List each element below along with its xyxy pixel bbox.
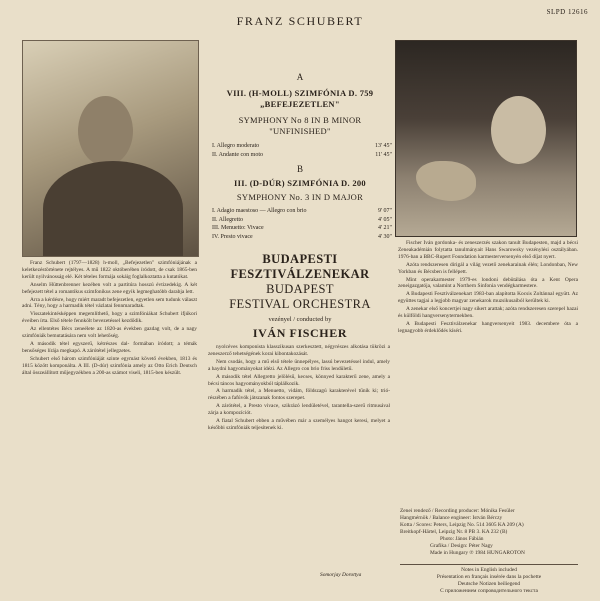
track-row: I. Adagio maestoso — Allegro con brio 9' 07" (212, 208, 392, 214)
track-row: III. Menuetto: Vivace 4' 21" (212, 225, 392, 232)
credit-line: Photo: János Fábián (440, 536, 484, 542)
conductor-name: IVÁN FISCHER (252, 326, 348, 340)
paragraph: Anselm Hüttenbrenner kezében volt a partitúra hosszú évtizedekig. A két befejezett tétel a romantikus szimfonikus zene egyik legmeghatóbb darabja lett. (22, 281, 197, 295)
paragraph: A második tétel egyszerű, kétrészes dal- formában íródott; a témák bensőséges lírája megkapó. A zárótétel jellegzetes. (22, 340, 197, 354)
credit-line: Breitkopf-Härtel, Leipzig Nr. 8 PB 3. KA 232 (B) (400, 529, 508, 535)
paragraph: A második tétel Allegretto jelölésű, kecses, könnyed karakterű zene, amely a bécsi táncos hagyományokból táplálkozik. (208, 373, 390, 387)
side-a-work-hu-1: VIII. (H-MOLL) SZIMFÓNIA D. 759 (226, 88, 374, 98)
track-row: I. Allegro moderato 13' 45" (212, 143, 392, 149)
middle-text-column (208, 344, 390, 566)
side-a-label: A (296, 72, 304, 82)
conducted-by-label: vezényel / conducted by (268, 316, 332, 323)
paragraph: A zárótétel, a Presto vivace, szikrázó lendületével, tarantella-szerű ritmusával zárja a kompozíciót. (208, 403, 390, 417)
side-b-tracklist (212, 207, 392, 241)
paragraph: Az ellentétes Bécs zeneélete az 1820-as években gazdag volt, de a nagy szimfóniák bemutatására nem volt lehetőség. (22, 326, 197, 340)
credit-line: Kotta / Scores: Peters, Leipzig No. 514 3605 KA 209 (A) (400, 522, 524, 528)
credit-line: Hangmérnök / Balance engineer: István Bérczy (400, 515, 503, 521)
paragraph: Schubert első három szimfóniáját szinte egymást követő években, 1813 és 1815 között komponálta. A III. (D-dúr) szimfónia amely az Otto Erich Deutsch által összeállított műjegyzékben a 200-as számot viseli, 1815-ben készült. (22, 355, 197, 376)
credit-line: Zenei rendező / Recording producer: Mónika Fesüler (400, 508, 515, 514)
side-b-label: B (296, 164, 303, 174)
paragraph: Azóta rendszeresen dirigál a világ vezető zenekarainak élén; Londonban, New Yorkban és Bécsben is fellépett. (398, 261, 578, 275)
paragraph: nyolcéves komponista klasszikusan szerkesztett, négyrészes alkotása tükrözi a zeneszerző tehetségének korai kibontakozását. (208, 344, 390, 357)
side-b-work-hu: III. (D-DÚR) SZIMFÓNIA D. 200 (234, 178, 366, 188)
track-row: II. Andante con moto 11' 45" (212, 151, 392, 158)
track-row: IV. Presto vivace 4' 30" (212, 233, 392, 240)
side-a-work-en-1: SYMPHONY No 8 IN B MINOR (238, 115, 362, 125)
paragraph: A zenekar első koncertjei nagy sikert arattak; azóta rendszeresen szerepel hazai és külföldi hangversenytermekben. (398, 306, 578, 320)
credits-block (400, 508, 578, 557)
orchestra-hu-2: FESZTIVÁLZENEKAR (230, 267, 370, 281)
left-text-column (22, 260, 197, 590)
paragraph: A Budapesti Fesztiválzenekar hangversenyeit 1983. decembere óta a legnagyobb érdeklődés kíséri. (398, 320, 578, 334)
note-line: Présentation en français insérée dans la pochette (436, 574, 542, 580)
paragraph: A harmadik tétel, a Menuetto, vidám, földszagú karakterével tűnik ki; trió-részében a fafúvók játszanak fontos szerepet. (208, 388, 390, 402)
note-line: Notes in English included (461, 567, 517, 573)
paragraph: Nem csodás, hogy a mű első tétele ünnepélyes, lassú bevezetéssel indul, amely a haydni hagyományokat idézi. Az Allegro con brio friss lendületű. (208, 358, 390, 372)
side-b-work-en: SYMPHONY No. 3 IN D MAJOR (236, 192, 364, 202)
orchestra-en-1: BUDAPEST (266, 282, 334, 296)
paragraph: A fiatal Schubert ebben a művében már a személyes hangot keresi, melyet a későbbi szimfóniák teljesítenek ki. (208, 418, 390, 431)
author-signature: Somorjay Dorottya (320, 572, 362, 578)
note-line: Deutsche Notizen beiliegend (457, 581, 521, 587)
catalog-number: SLPD 12616 (546, 8, 588, 16)
composer-portrait (22, 40, 199, 257)
paragraph: Franz Schubert (1797—1828) h-moll, „Befejezetlen" szimfóniájának a keletkezéstörténete rejtélyes. A mű 1822 októberében íródott, de csak 1865-ben került nyilvánosság elé. Két tételes formája sokáig foglalkoztatta a kutatókat. (22, 260, 197, 280)
orchestra-hu-1: BUDAPESTI (262, 252, 338, 266)
side-a-tracklist (212, 142, 392, 159)
track-row: II. Allegretto 4' 05" (212, 216, 392, 223)
paragraph: Visszatekintésképpen megemlíthető, hogy a szimfóniákat Schubert ifjúkori éveiben írta. Első tétele fennkölt bevezetéssel kezdődik. (22, 311, 197, 325)
language-notes (400, 567, 578, 595)
paragraph: Mint operakarmester 1979-es londoni debütálása óta a Kent Opera zeneigazgatója, valamint a Northern Sinfonia vendégkarmestere. (398, 276, 578, 290)
composer-name: FRANZ SCHUBERT (236, 14, 364, 28)
paragraph: A Budapesti Fesztiválzenekart 1983-ban alapította Kocsis Zoltánnal együtt. Az együttes tagjai a legjobb magyar zenekarok muzsikusaiból kerültek ki. (398, 291, 578, 305)
note-line: С приложением сопроводительного текста (440, 588, 538, 594)
paragraph: Fischer Iván gordonka- és zeneszerzés szakon tanult Budapesten, majd a bécsi Zeneakadémián folytatta tanulmányait Hans Swarowsky vezénylési osztályában. 1976-ban a BBC-Rupert Foundation karmesterversenyén első díjat nyert. (398, 240, 578, 260)
right-text-column (398, 240, 578, 502)
paragraph: Arra a kérdésre, hogy miért maradt befejezetlen, egyetlen sem tudunk választ adni. Tény, hogy a harmadik tétel vázlatai fennmaradtak. (22, 296, 197, 310)
side-a-work-hu-2: „BEFEJEZETLEN" (260, 99, 340, 109)
orchestra-en-2: FESTIVAL ORCHESTRA (229, 297, 371, 311)
divider (400, 564, 578, 565)
conductor-photo (395, 40, 577, 237)
side-a-work-en-2: "UNFINISHED" (269, 126, 331, 136)
credit-line: Made in Hungary ℗ 1984 HUNGAROTON (430, 550, 525, 556)
credit-line: Grafika / Design: Péter Nagy (430, 543, 493, 549)
